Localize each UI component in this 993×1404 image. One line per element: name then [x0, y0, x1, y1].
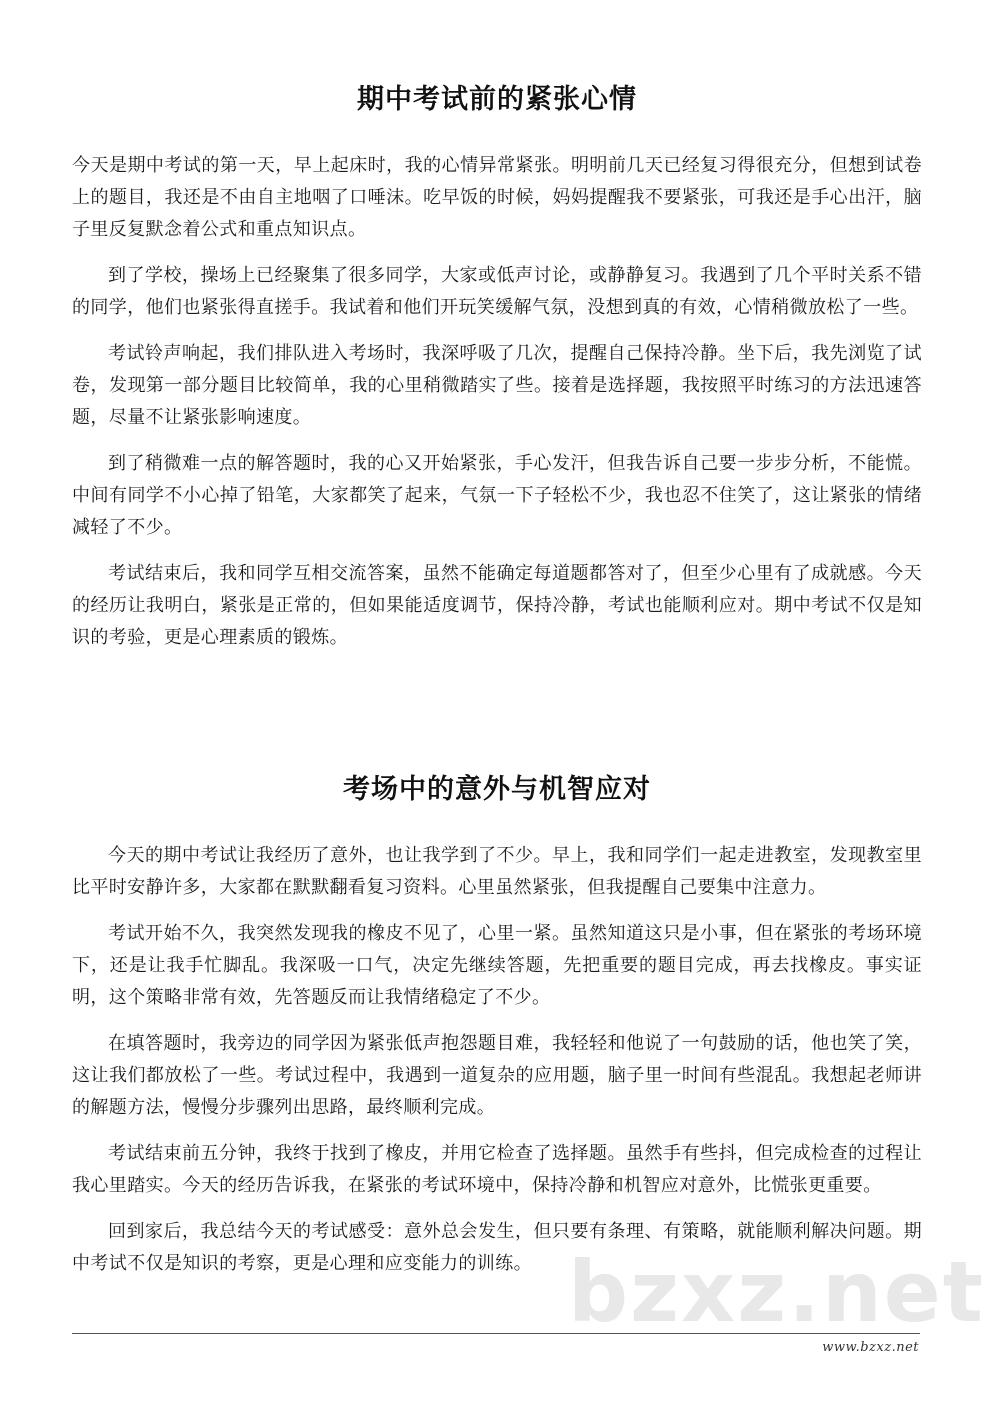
essay-paragraph: 考试铃声响起，我们排队进入考场时，我深呼吸了几次，提醒自己保持冷静。坐下后，我先浏览了试卷，发现第一部分题目比较简单，我的心里稍微踏实了些。接着是选择题，我按照平时练习的方法迅速答题，尽量不让紧张影响速度。: [72, 343, 922, 428]
essay-exam-nerves: [72, 78, 922, 668]
essay-paragraph: 到了稍微难一点的解答题时，我的心又开始紧张，手心发汗，但我告诉自己要一步步分析，不能慌。中间有同学不小心掉了铅笔，大家都笑了起来，气氛一下子轻松不少，我也忍不住笑了，这让紧张的情绪减轻了不少。: [72, 453, 922, 538]
essay-title: 考场中的意外与机智应对: [343, 774, 651, 805]
essay-paragraph: 考试开始不久，我突然发现我的橡皮不见了，心里一紧。虽然知道这只是小事，但在紧张的考场环境下，还是让我手忙脚乱。我深吸一口气，决定先继续答题，先把重要的题目完成，再去找橡皮。事实证明，这个策略非常有效，先答题反而让我情绪稳定了不少。: [72, 923, 922, 1008]
essay-paragraph: 在填答题时，我旁边的同学因为紧张低声抱怨题目难，我轻轻和他说了一句鼓励的话，他也笑了笑，这让我们都放松了一些。考试过程中，我遇到一道复杂的应用题，脑子里一时间有些混乱。我想起老师讲的解题方法，慢慢分步骤列出思路，最终顺利完成。: [72, 1033, 922, 1118]
essay-paragraph: 今天是期中考试的第一天，早上起床时，我的心情异常紧张。明明前几天已经复习得很充分，但想到试卷上的题目，我还是不由自主地咽了口唾沫。吃早饭的时候，妈妈提醒我不要紧张，可我还是手心出汗，脑子里反复默念着公式和重点知识点。: [72, 155, 922, 240]
footer-url: www.bzxz.net: [822, 1340, 919, 1355]
essay-paragraph: 考试结束前五分钟，我终于找到了橡皮，并用它检查了选择题。虽然手有些抖，但完成检查的过程让我心里踏实。今天的经历告诉我，在紧张的考试环境中，保持冷静和机智应对意外，比慌张更重要。: [72, 1143, 922, 1196]
essay-paragraph: 到了学校，操场上已经聚集了很多同学，大家或低声讨论，或静静复习。我遇到了几个平时关系不错的同学，他们也紧张得直搓手。我试着和他们开玩笑缓解气氛，没想到真的有效，心情稍微放松了一些。: [72, 265, 922, 318]
essay-paragraph: 回到家后，我总结今天的考试感受：意外总会发生，但只要有条理、有策略，就能顺利解决问题。期中考试不仅是知识的考察，更是心理和应变能力的训练。: [72, 1221, 922, 1274]
watermark-logo: bzxz.net: [568, 1243, 985, 1341]
footer-divider: [72, 1333, 920, 1334]
essay-title: 期中考试前的紧张心情: [357, 84, 637, 115]
essay-exam-accident: [72, 768, 922, 1294]
essay-paragraph: 今天的期中考试让我经历了意外，也让我学到了不少。早上，我和同学们一起走进教室，发现教室里比平时安静许多，大家都在默默翻看复习资料。心里虽然紧张，但我提醒自己要集中注意力。: [72, 845, 922, 898]
essay-paragraph: 考试结束后，我和同学互相交流答案，虽然不能确定每道题都答对了，但至少心里有了成就感。今天的经历让我明白，紧张是正常的，但如果能适度调节，保持冷静，考试也能顺利应对。期中考试不仅是知识的考验，更是心理素质的锻炼。: [72, 563, 922, 648]
